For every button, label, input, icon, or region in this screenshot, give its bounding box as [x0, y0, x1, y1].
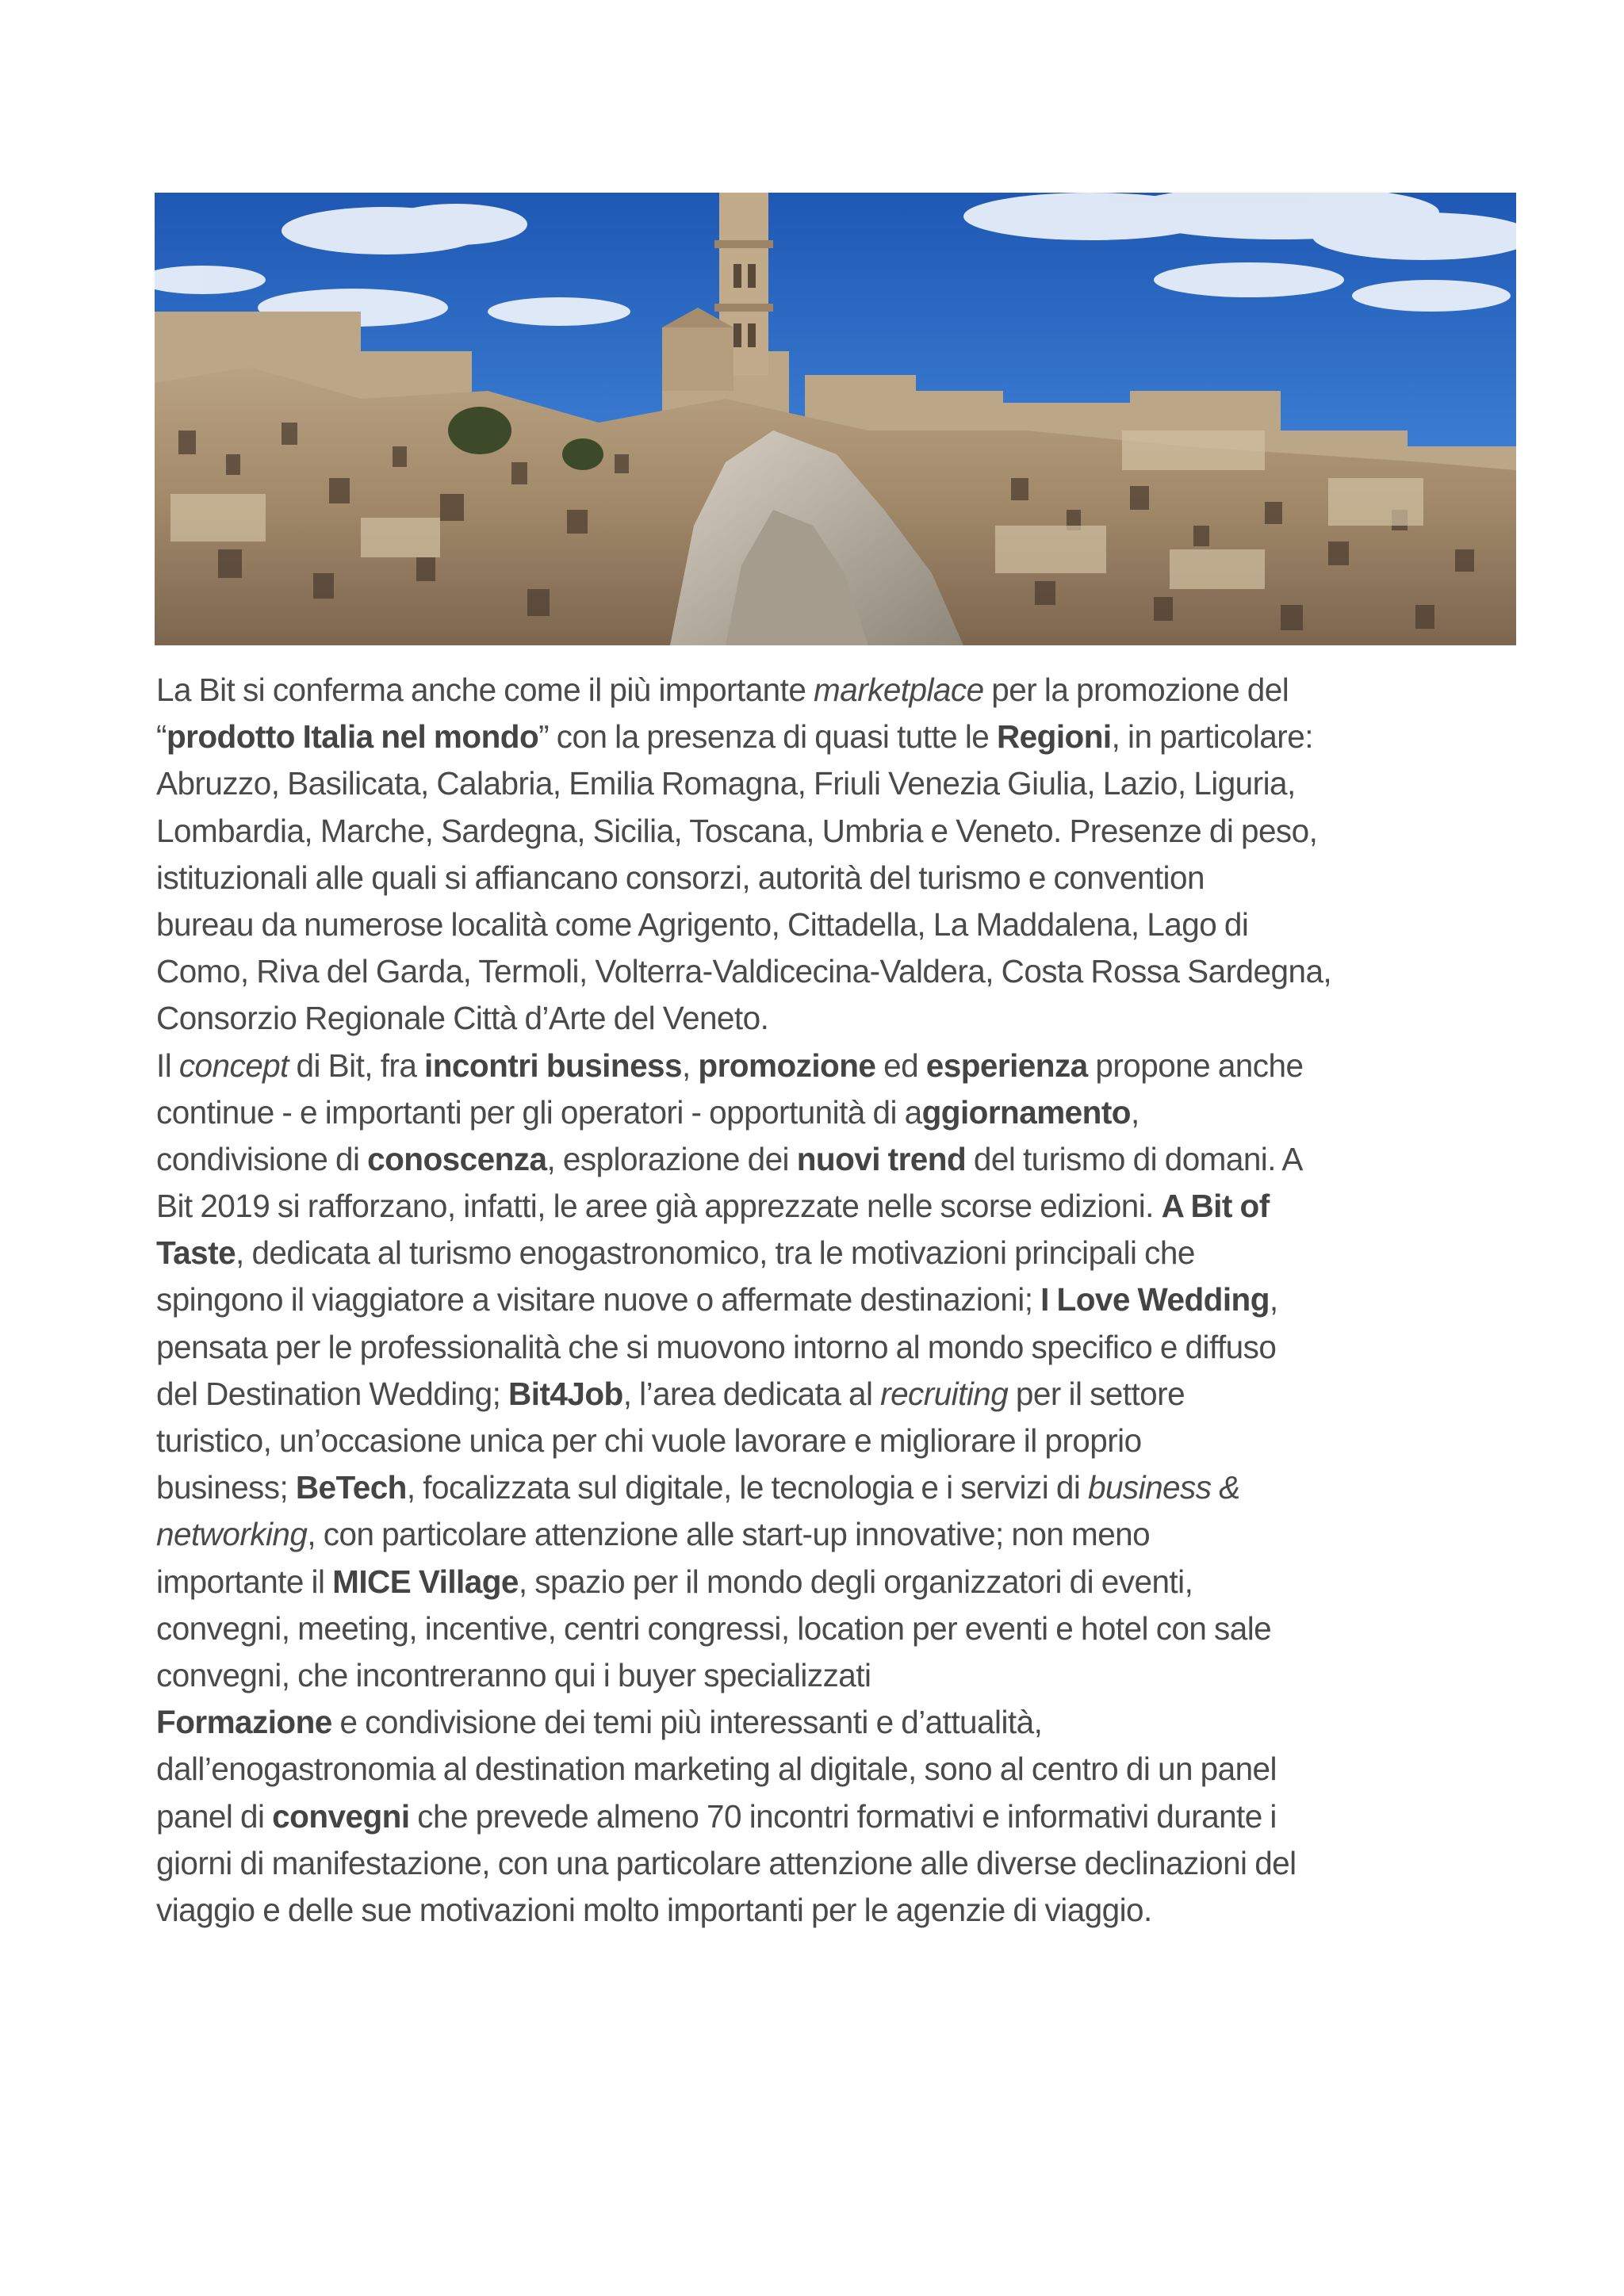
bold-text: nuovi trend — [796, 1140, 967, 1177]
text-line — [156, 1324, 1504, 1371]
text-run: , — [682, 1047, 699, 1084]
text-line — [156, 1089, 1504, 1136]
text-run: , in particolare: — [1111, 718, 1313, 756]
text-line — [156, 1183, 1504, 1230]
text-line — [156, 1043, 1504, 1089]
text-run: Bit 2019 si rafforzano, infatti, le aree già apprezzate nelle scorse edizioni. — [156, 1188, 1162, 1225]
text-run: Como, Riva del Garda, Termoli, Volterra-Valdicecina-Valdera, Costa Rossa Sardegna, — [156, 953, 1332, 990]
text-run: spingono il viaggiatore a visitare nuove o affermate destinazioni; — [156, 1281, 1041, 1318]
text-line — [156, 855, 1504, 901]
text-line — [156, 1746, 1504, 1793]
text-run: per la promozione del — [983, 672, 1289, 708]
text-line — [156, 948, 1504, 995]
italic-text: concept — [178, 1047, 289, 1084]
text-run: che prevede almeno 70 incontri formativi e informativi durante i — [409, 1797, 1277, 1835]
text-run: del Destination Wedding; — [156, 1375, 509, 1412]
bold-text: Formazione — [156, 1704, 332, 1741]
text-run: , dedicata al turismo enogastronomico, tra le motivazioni principali che — [236, 1234, 1195, 1272]
text-run: per il settore — [1008, 1375, 1185, 1412]
text-run: ” con la presenza di quasi tutte le — [538, 718, 997, 756]
text-run: turistico, un’occasione unica per chi vuole lavorare e migliorare il proprio — [156, 1422, 1142, 1459]
italic-text: business & — [1087, 1469, 1240, 1506]
text-run: propone anche — [1087, 1047, 1304, 1084]
bold-text: promozione — [698, 1047, 876, 1084]
text-run: del turismo di domani. A — [966, 1140, 1303, 1177]
bold-text: Regioni — [996, 718, 1112, 756]
bold-text: A Bit of — [1161, 1188, 1270, 1225]
text-run: Consorzio Regionale Città d’Arte del Veneto. — [156, 1000, 769, 1037]
text-run: , l’area dedicata al — [622, 1375, 881, 1412]
text-run: convegni, meeting, incentive, centri congressi, location per eventi e hotel con sale — [156, 1609, 1272, 1647]
text-line — [156, 714, 1504, 760]
text-run: bureau da numerose località come Agrigento, Cittadella, La Maddalena, Lago di — [156, 905, 1249, 943]
text-line — [156, 1559, 1504, 1605]
text-run: viaggio e delle sue motivazioni molto importanti per le agenzie di viaggio. — [156, 1891, 1152, 1928]
text-run: condivisione di — [156, 1140, 368, 1177]
text-run: Abruzzo, Basilicata, Calabria, Emilia Romagna, Friuli Venezia Giulia, Lazio, Liguria, — [156, 765, 1296, 802]
text-line — [156, 1464, 1504, 1511]
bold-text: convegni — [272, 1797, 410, 1835]
text-run: , esplorazione dei — [546, 1140, 797, 1177]
bold-text: Bit4Job — [508, 1375, 623, 1412]
text-line — [156, 1605, 1504, 1652]
text-line — [156, 667, 1504, 714]
text-run: convegni, che incontreranno qui i buyer specializzati — [156, 1656, 871, 1693]
text-line — [156, 995, 1504, 1042]
text-run: panel di — [156, 1797, 273, 1835]
text-run: “ — [156, 718, 167, 756]
text-line — [156, 1887, 1504, 1934]
text-run: giorni di manifestazione, con una particolare attenzione alle diverse declinazioni del — [156, 1844, 1297, 1881]
text-run: , spazio per il mondo degli organizzatori di eventi, — [518, 1563, 1193, 1600]
matera-photo — [155, 193, 1516, 645]
text-line — [156, 1511, 1504, 1558]
bold-text: I Love Wedding — [1040, 1281, 1270, 1318]
bold-text: prodotto Italia nel mondo — [166, 718, 539, 756]
text-run: importante il — [156, 1563, 333, 1600]
text-run: e condivisione dei temi più interessanti e d’attualità, — [331, 1704, 1043, 1741]
italic-text: recruiting — [880, 1375, 1009, 1412]
text-run: , focalizzata sul digitale, le tecnologia e i servizi di — [406, 1469, 1088, 1506]
text-run: , con particolare attenzione alle start-up innovative; non meno — [307, 1516, 1151, 1553]
bold-text: BeTech — [295, 1469, 407, 1506]
text-line — [156, 1276, 1504, 1323]
text-run: Il — [156, 1047, 179, 1084]
text-run: , — [1269, 1281, 1278, 1318]
text-line — [156, 1230, 1504, 1276]
text-line — [156, 1699, 1504, 1746]
text-line — [156, 1652, 1504, 1699]
bold-text: ggiornamento — [921, 1093, 1131, 1131]
text-run: dall’enogastronomia al destination marketing al digitale, sono al centro di un panel — [156, 1751, 1277, 1788]
text-run: business; — [156, 1469, 296, 1506]
bold-text: Taste — [156, 1234, 236, 1272]
bold-text: MICE Village — [332, 1563, 519, 1600]
text-run: La Bit si conferma anche come il più importante — [156, 672, 814, 708]
bold-text: incontri business — [424, 1047, 682, 1084]
text-line — [156, 1793, 1504, 1840]
text-line — [156, 760, 1504, 807]
text-line — [156, 1371, 1504, 1418]
text-run: istituzionali alle quali si affiancano consorzi, autorità del turismo e convention — [156, 859, 1205, 896]
text-run: , — [1130, 1093, 1139, 1131]
body-text — [156, 667, 1504, 1934]
italic-text: marketplace — [814, 672, 984, 708]
text-line — [156, 901, 1504, 948]
text-line — [156, 1418, 1504, 1464]
italic-text: networking — [156, 1516, 308, 1553]
text-run: continue - e importanti per gli operatori - opportunità di a — [156, 1093, 922, 1131]
bold-text: esperienza — [925, 1047, 1088, 1084]
text-run: Lombardia, Marche, Sardegna, Sicilia, Toscana, Umbria e Veneto. Presenze di peso, — [156, 812, 1318, 849]
text-run: di Bit, fra — [288, 1047, 425, 1084]
text-line — [156, 808, 1504, 855]
text-line — [156, 1136, 1504, 1183]
text-line — [156, 1840, 1504, 1887]
text-run: ed — [875, 1047, 926, 1084]
text-run: pensata per le professionalità che si muovono intorno al mondo specifico e diffuso — [156, 1328, 1277, 1365]
bold-text: conoscenza — [367, 1140, 547, 1177]
